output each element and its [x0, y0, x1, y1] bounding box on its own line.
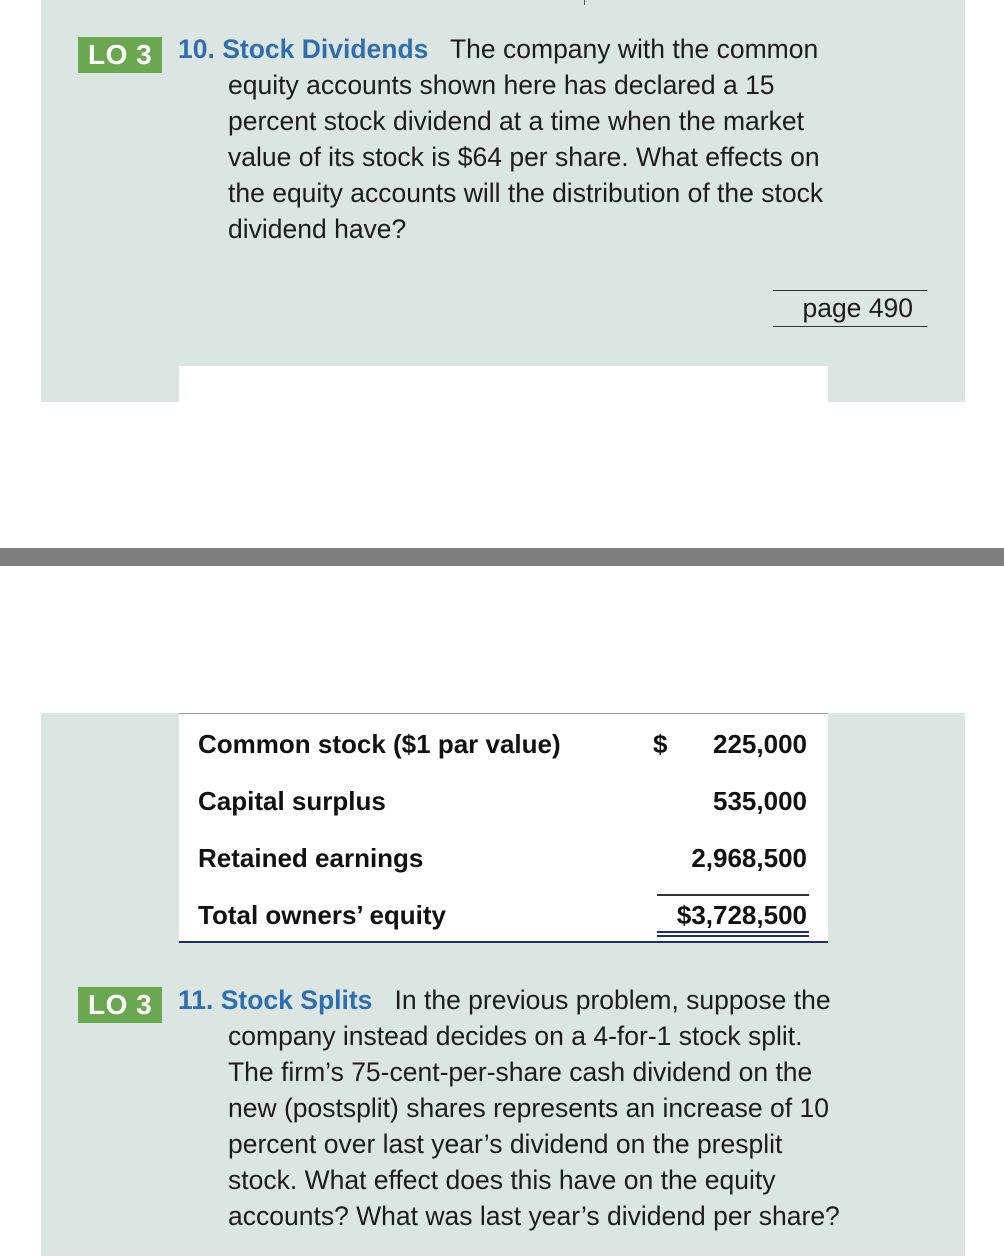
problem-10-line-2: equity accounts shown here has declared a 15 [228, 70, 775, 100]
table-row [179, 781, 828, 821]
problem-11-first-line [178, 982, 938, 1018]
currency-symbol: $ [653, 729, 668, 759]
problem-11-line-5: percent over last year’s dividend on the presplit [228, 1129, 783, 1159]
problem-11-text [178, 982, 938, 1234]
problem-10-text [178, 31, 918, 247]
row-label: Total owners’ equity [198, 900, 447, 930]
problem-10-line-4: value of its stock is $64 per share. What effects on [228, 142, 820, 172]
problem-10-line-1: The company with the common [449, 34, 819, 64]
problem-11-line-3: The firm’s 75-cent-per-share cash dividend on the [228, 1057, 813, 1087]
problem-11-line-4: new (postsplit) shares represents an increase of 10 [228, 1093, 829, 1123]
equity-accounts-table [179, 713, 828, 943]
problem-10-first-line [178, 31, 918, 67]
row-value: 225,000 [713, 729, 807, 759]
page-marker: page 490 [773, 290, 927, 327]
table-row [179, 724, 828, 764]
row-label: Capital surplus [198, 786, 386, 816]
problem-11-line-1: In the previous problem, suppose the [394, 985, 831, 1015]
section-separator [0, 548, 1004, 566]
total-double-rule-2 [657, 935, 809, 937]
lo-badge-problem-11: LO 3 [78, 987, 162, 1023]
problem-11-line-6: stock. What effect does this have on the equity [228, 1165, 776, 1195]
row-label: Retained earnings [198, 843, 424, 873]
problem-11-line-7: accounts? What was last year’s dividend per share? [228, 1201, 840, 1231]
page-break-strip [179, 366, 828, 402]
problem-10-line-6: dividend have? [228, 214, 407, 244]
row-value: 2,968,500 [691, 843, 807, 873]
row-value: 535,000 [713, 786, 807, 816]
row-label: Common stock ($1 par value) [198, 729, 561, 759]
total-double-rule-1 [657, 931, 809, 933]
problem-10-line-3: percent stock dividend at a time when the market [228, 106, 804, 136]
table-row-total [179, 895, 828, 935]
problem-11-line-2: company instead decides on a 4-for-1 stock split. [228, 1021, 803, 1051]
problem-10-line-5: the equity accounts will the distribution of the stock [228, 178, 824, 208]
lo-badge-problem-10: LO 3 [78, 37, 162, 73]
problem-10-title: 10. Stock Dividends [178, 34, 429, 64]
row-value-total: $3,728,500 [676, 900, 807, 930]
top-tick-mark [584, 0, 585, 5]
table-row [179, 838, 828, 878]
problem-11-title: 11. Stock Splits [178, 985, 373, 1015]
